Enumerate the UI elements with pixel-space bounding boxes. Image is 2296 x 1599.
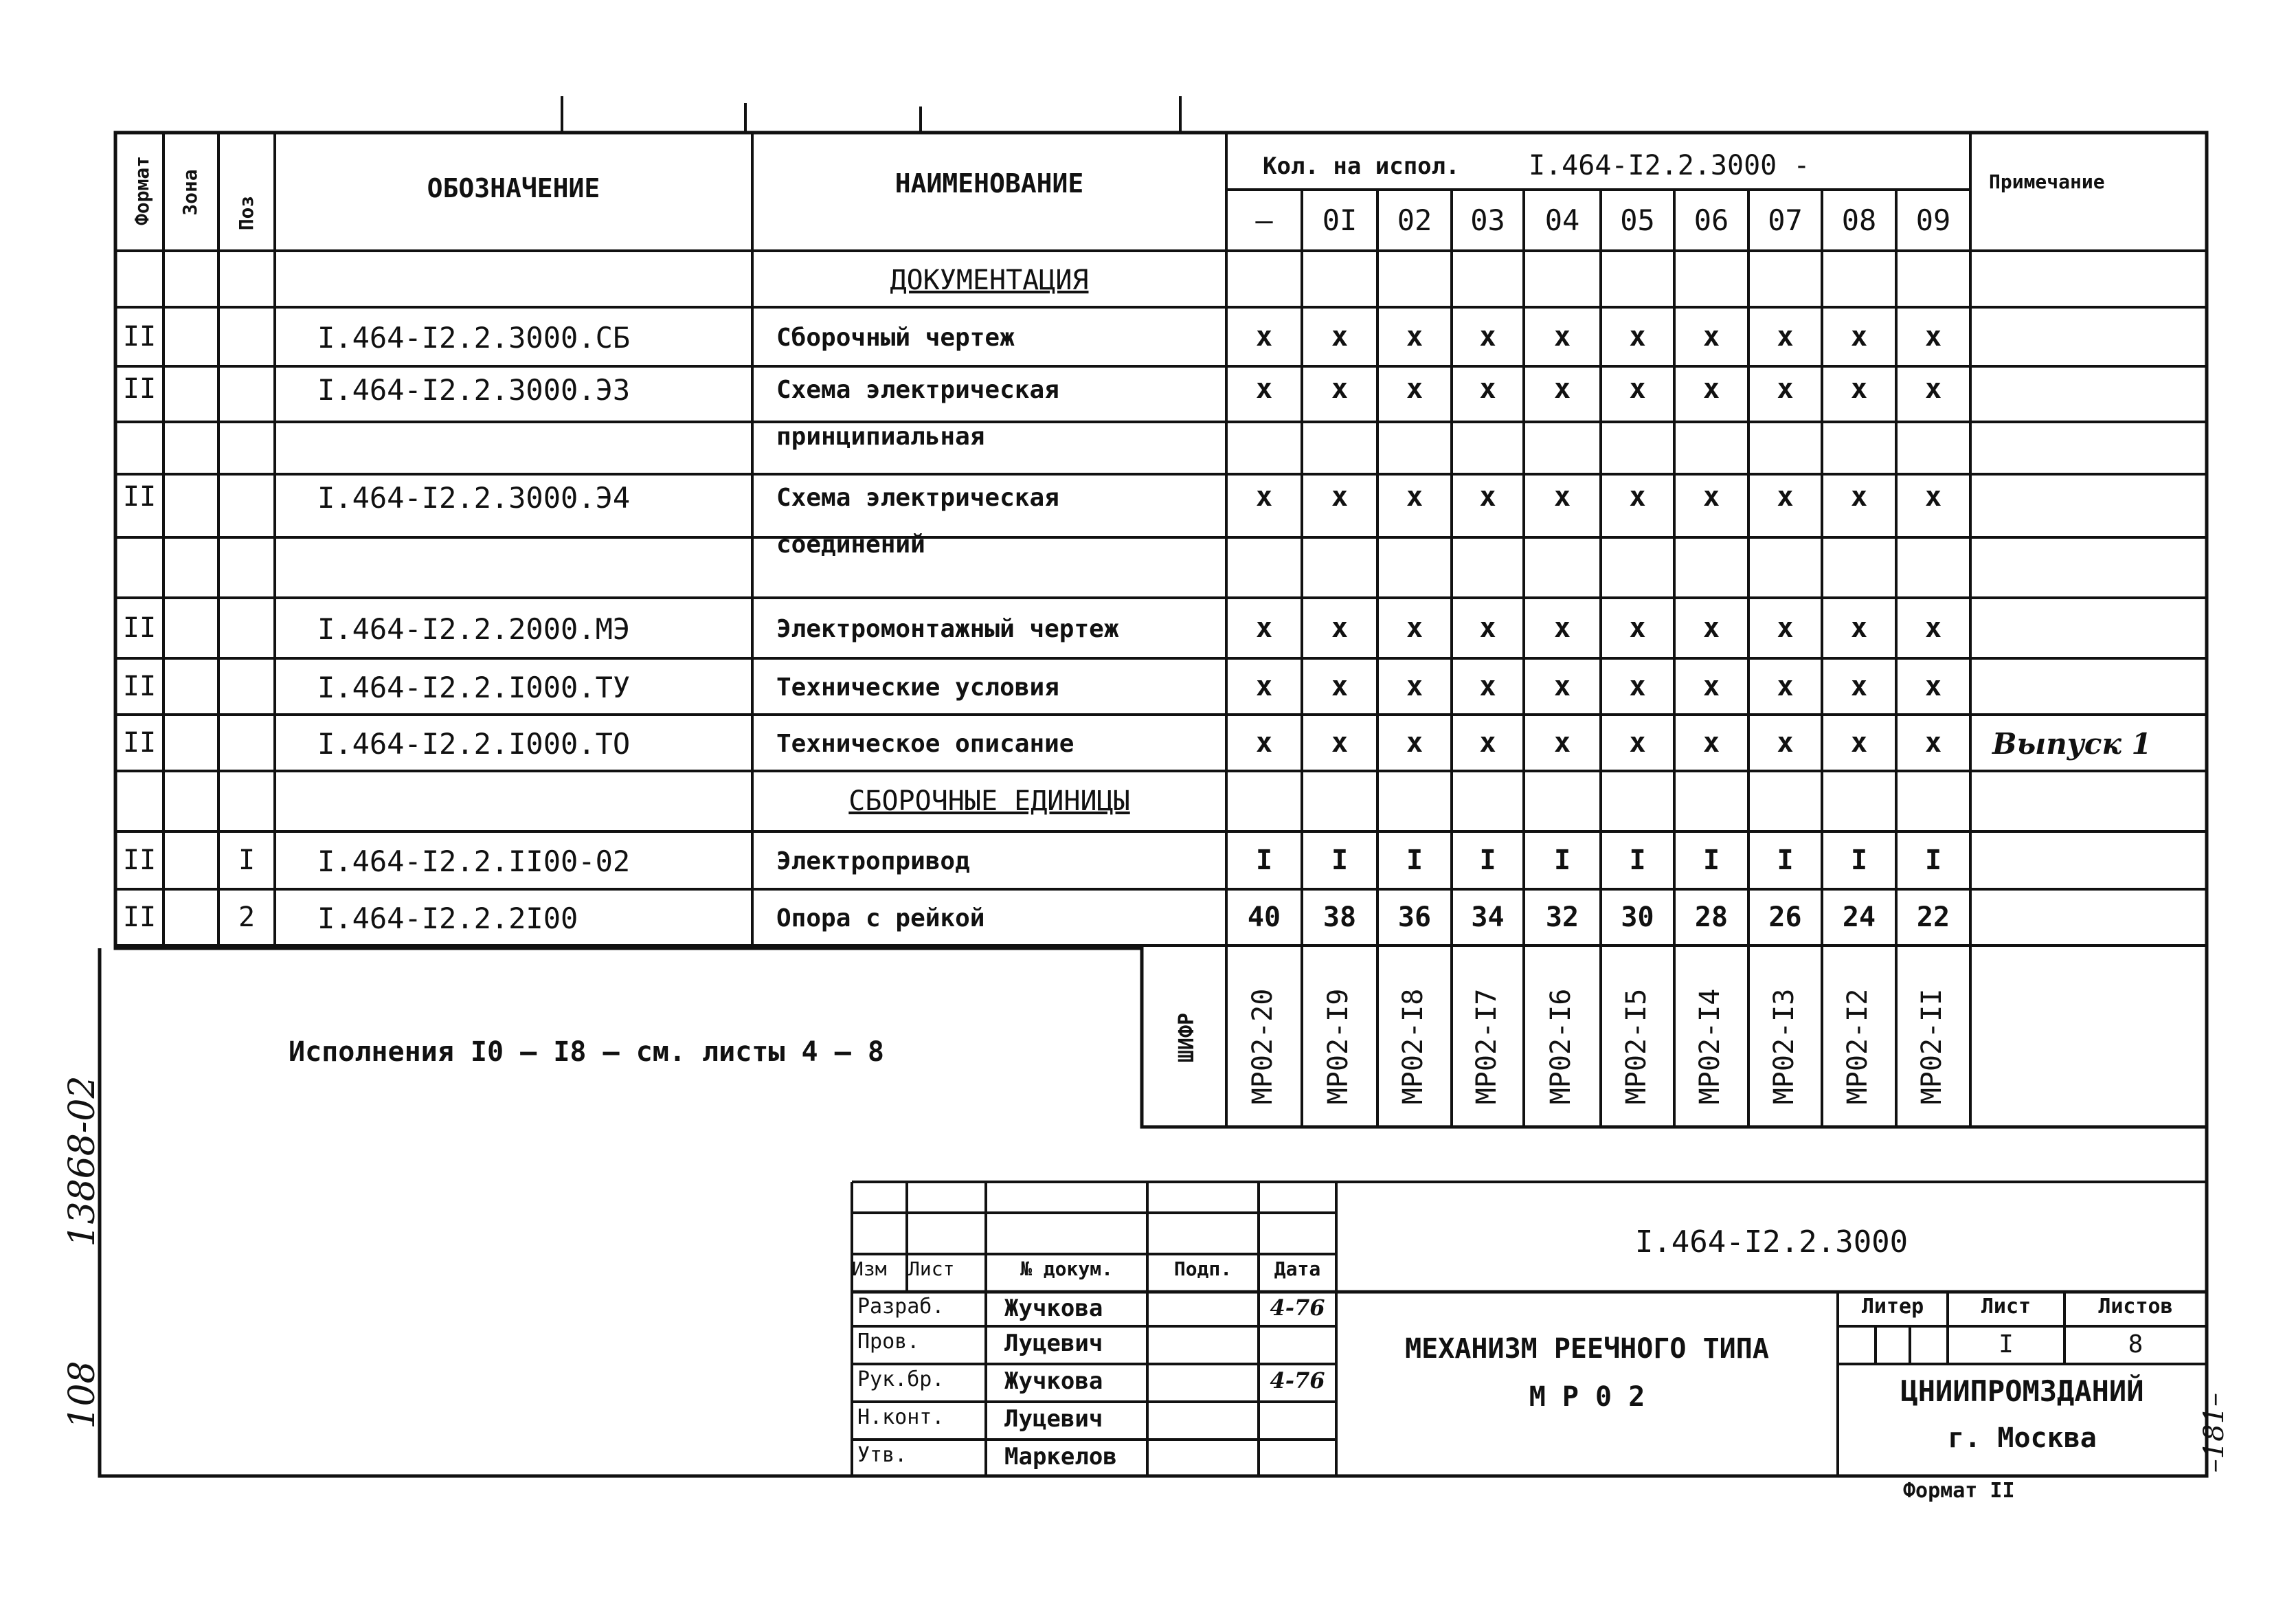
row-qty-cell: x bbox=[1777, 321, 1794, 353]
row-qty-cell: x bbox=[1406, 373, 1423, 405]
row-qty-cell: x bbox=[1924, 481, 1942, 513]
cipher-cell: МР02-I8 bbox=[1397, 988, 1429, 1105]
note-header: Примечание bbox=[1989, 170, 2105, 193]
row-pos: I bbox=[238, 845, 256, 876]
row-designation: I.464-I2.2.I000.ТУ bbox=[317, 671, 631, 704]
izm-header: Изм bbox=[852, 1257, 887, 1280]
format-label: Формат II bbox=[1903, 1479, 2015, 1503]
row-qty-cell: I bbox=[1777, 845, 1794, 876]
row-name-continued: принципиальная bbox=[776, 423, 985, 451]
row-qty-cell: x bbox=[1406, 727, 1423, 759]
date-header: Дата bbox=[1274, 1257, 1321, 1280]
cipher-cell: МР02-I7 bbox=[1470, 988, 1502, 1105]
person-role: Рук.бр. bbox=[857, 1367, 945, 1391]
row-qty-cell: x bbox=[1331, 481, 1349, 513]
cipher-cell: МР02-20 bbox=[1247, 988, 1279, 1105]
row-qty-cell: x bbox=[1850, 727, 1868, 759]
sign-header: Подп. bbox=[1173, 1257, 1233, 1280]
row-qty-cell: x bbox=[1702, 671, 1720, 702]
row-designation: I.464-I2.2.3000.Э3 bbox=[317, 373, 631, 407]
person-date: 4-76 bbox=[1270, 1295, 1325, 1321]
section-documentation: ДОКУМЕНТАЦИЯ bbox=[890, 265, 1089, 296]
row-qty-cell: I bbox=[1331, 845, 1349, 876]
row-qty-cell: x bbox=[1629, 727, 1646, 759]
row-qty-cell: x bbox=[1777, 481, 1794, 513]
row-qty-cell: x bbox=[1702, 727, 1720, 759]
variant-header: 03 bbox=[1470, 203, 1505, 237]
sheet-number: I bbox=[1999, 1330, 2014, 1358]
variant-header: 02 bbox=[1397, 203, 1432, 237]
row-qty-cell: x bbox=[1553, 373, 1571, 405]
versions-note: Исполнения I0 – I8 – см. листы 4 – 8 bbox=[289, 1036, 884, 1068]
variant-header: 06 bbox=[1693, 203, 1729, 237]
row-qty-cell: 24 bbox=[1842, 902, 1876, 933]
row-name: Электропривод bbox=[776, 847, 970, 875]
row-qty-cell: x bbox=[1331, 612, 1349, 644]
row-qty-cell: 22 bbox=[1916, 902, 1950, 933]
row-qty-cell: x bbox=[1924, 612, 1942, 644]
row-qty-cell: x bbox=[1479, 321, 1496, 353]
row-name: Сборочный чертеж bbox=[776, 324, 1015, 352]
row-qty-cell: x bbox=[1702, 481, 1720, 513]
variant-header: 07 bbox=[1768, 203, 1803, 237]
cipher-cell: МР02-I2 bbox=[1842, 988, 1873, 1105]
row-qty-cell: x bbox=[1777, 612, 1794, 644]
row-format: II bbox=[122, 902, 157, 933]
row-qty-cell: x bbox=[1629, 612, 1646, 644]
row-qty-cell: I bbox=[1924, 845, 1942, 876]
person-date: 4-76 bbox=[1270, 1367, 1325, 1394]
org-line1: ЦНИИПРОМЗДАНИЙ bbox=[1900, 1374, 2144, 1408]
row-qty-cell: x bbox=[1331, 671, 1349, 702]
row-format: II bbox=[122, 321, 157, 353]
row-designation: I.464-I2.2.I000.ТО bbox=[317, 727, 631, 761]
row-qty-cell: 34 bbox=[1471, 902, 1505, 933]
variant-header: 09 bbox=[1915, 203, 1951, 237]
row-qty-cell: x bbox=[1553, 727, 1571, 759]
row-qty-cell: x bbox=[1479, 612, 1496, 644]
row-qty-cell: x bbox=[1553, 671, 1571, 702]
row-qty-cell: x bbox=[1553, 321, 1571, 353]
cipher-cell: МР02-I6 bbox=[1545, 988, 1577, 1105]
row-qty-cell: 28 bbox=[1694, 902, 1729, 933]
row-qty-cell: x bbox=[1850, 481, 1868, 513]
format-header: Формат bbox=[131, 155, 153, 225]
row-qty-cell: x bbox=[1331, 321, 1349, 353]
title-line1: МЕХАНИЗМ РЕЕЧНОГО ТИПА bbox=[1405, 1333, 1769, 1365]
row-name: Электромонтажный чертеж bbox=[776, 615, 1119, 643]
row-qty-cell: x bbox=[1924, 671, 1942, 702]
row-qty-cell: x bbox=[1406, 481, 1423, 513]
row-qty-cell: x bbox=[1702, 321, 1720, 353]
row-qty-cell: x bbox=[1479, 373, 1496, 405]
person-name: Жучкова bbox=[1004, 1295, 1103, 1322]
row-qty-cell: x bbox=[1331, 727, 1349, 759]
row-qty-cell: x bbox=[1777, 671, 1794, 702]
row-qty-cell: I bbox=[1553, 845, 1571, 876]
person-name: Маркелов bbox=[1004, 1443, 1117, 1471]
row-qty-cell: x bbox=[1406, 321, 1423, 353]
row-qty-cell: x bbox=[1479, 481, 1496, 513]
row-qty-cell: x bbox=[1255, 671, 1273, 702]
cipher-cell: МР02-I9 bbox=[1323, 988, 1354, 1105]
row-qty-cell: x bbox=[1553, 481, 1571, 513]
sheets-label: Листов bbox=[2098, 1295, 2173, 1319]
person-name: Луцевич bbox=[1004, 1330, 1103, 1357]
row-designation: I.464-I2.2.II00-02 bbox=[317, 845, 631, 878]
row-qty-cell: I bbox=[1479, 845, 1496, 876]
row-qty-cell: x bbox=[1850, 373, 1868, 405]
margin-page-number: 108 bbox=[62, 1361, 103, 1429]
row-qty-cell: 26 bbox=[1768, 902, 1802, 933]
person-name: Луцевич bbox=[1004, 1405, 1103, 1433]
row-qty-cell: x bbox=[1924, 373, 1942, 405]
row-qty-cell: x bbox=[1255, 481, 1273, 513]
row-qty-cell: x bbox=[1255, 321, 1273, 353]
row-format: II bbox=[122, 727, 157, 759]
pos-header: Поз bbox=[235, 195, 258, 231]
right-stamp: –181– bbox=[2198, 1392, 2230, 1473]
person-role: Н.конт. bbox=[857, 1405, 945, 1429]
row-qty-cell: x bbox=[1629, 373, 1646, 405]
row-qty-cell: x bbox=[1331, 373, 1349, 405]
cipher-cell: МР02-I4 bbox=[1694, 988, 1726, 1105]
row-format: II bbox=[122, 845, 157, 876]
sheets-count: 8 bbox=[2128, 1330, 2143, 1358]
row-qty-cell: x bbox=[1702, 373, 1720, 405]
title-line2: М Р 0 2 bbox=[1529, 1381, 1645, 1413]
row-note: Выпуск 1 bbox=[1992, 727, 2152, 761]
row-name: Опора с рейкой bbox=[776, 904, 985, 932]
row-qty-cell: x bbox=[1924, 321, 1942, 353]
zone-header: Зона bbox=[179, 169, 201, 216]
row-qty-cell: I bbox=[1850, 845, 1868, 876]
doc-header: № докум. bbox=[1020, 1257, 1113, 1280]
sheet-label: Лист bbox=[1981, 1295, 2031, 1319]
row-designation: I.464-I2.2.2000.МЭ bbox=[317, 612, 631, 646]
row-qty-cell: x bbox=[1553, 612, 1571, 644]
doc-number: I.464-I2.2.3000 bbox=[1634, 1225, 1909, 1260]
variant-header: 04 bbox=[1544, 203, 1580, 237]
row-qty-cell: x bbox=[1850, 612, 1868, 644]
row-format: II bbox=[122, 481, 157, 513]
margin-stamp: 13868-02 bbox=[62, 1075, 103, 1247]
row-qty-cell: x bbox=[1850, 321, 1868, 353]
person-role: Пров. bbox=[857, 1330, 920, 1354]
qty-code: I.464-I2.2.3000 - bbox=[1529, 150, 1810, 181]
row-qty-cell: I bbox=[1702, 845, 1720, 876]
org-line2: г. Москва bbox=[1948, 1422, 2097, 1454]
cipher-cell: МР02-II bbox=[1916, 988, 1948, 1105]
person-role: Разраб. bbox=[857, 1295, 945, 1319]
row-qty-cell: x bbox=[1406, 612, 1423, 644]
row-name: Техническое описание bbox=[776, 730, 1074, 758]
qty-label: Кол. на испол. bbox=[1263, 153, 1460, 180]
row-qty-cell: x bbox=[1850, 671, 1868, 702]
person-name: Жучкова bbox=[1004, 1367, 1103, 1395]
row-pos: 2 bbox=[238, 902, 256, 933]
liter-label: Литер bbox=[1861, 1295, 1924, 1319]
variant-header: 08 bbox=[1841, 203, 1877, 237]
designation-header: ОБОЗНАЧЕНИЕ bbox=[427, 173, 600, 203]
row-qty-cell: 32 bbox=[1545, 902, 1579, 933]
row-qty-cell: x bbox=[1777, 373, 1794, 405]
row-name: Технические условия bbox=[776, 673, 1059, 702]
row-qty-cell: 30 bbox=[1621, 902, 1654, 933]
cipher-cell: МР02-I3 bbox=[1768, 988, 1800, 1105]
person-role: Утв. bbox=[857, 1443, 908, 1467]
row-qty-cell: x bbox=[1406, 671, 1423, 702]
name-header: НАИМЕНОВАНИЕ bbox=[894, 168, 1084, 199]
list-header: Лист bbox=[908, 1257, 955, 1280]
row-qty-cell: 36 bbox=[1397, 902, 1432, 933]
row-qty-cell: x bbox=[1629, 321, 1646, 353]
row-name: Схема электрическая bbox=[776, 484, 1059, 512]
row-qty-cell: x bbox=[1255, 612, 1273, 644]
row-qty-cell: x bbox=[1479, 727, 1496, 759]
row-qty-cell: x bbox=[1255, 727, 1273, 759]
row-qty-cell: x bbox=[1479, 671, 1496, 702]
row-name: Схема электрическая bbox=[776, 376, 1059, 404]
row-format: II bbox=[122, 373, 157, 405]
cipher-label: ШИФР bbox=[1175, 1012, 1199, 1063]
row-format: II bbox=[122, 671, 157, 702]
variant-header: 05 bbox=[1620, 203, 1655, 237]
cipher-cell: МР02-I5 bbox=[1620, 988, 1652, 1105]
row-qty-cell: x bbox=[1255, 373, 1273, 405]
row-qty-cell: I bbox=[1406, 845, 1423, 876]
row-qty-cell: I bbox=[1255, 845, 1273, 876]
row-qty-cell: x bbox=[1702, 612, 1720, 644]
row-designation: I.464-I2.2.3000.Э4 bbox=[317, 481, 631, 515]
row-name-continued: соединений bbox=[776, 530, 925, 559]
row-qty-cell: x bbox=[1629, 481, 1646, 513]
row-qty-cell: x bbox=[1777, 727, 1794, 759]
section-assemblies: СБОРОЧНЫЕ ЕДИНИЦЫ bbox=[848, 785, 1130, 817]
row-qty-cell: x bbox=[1629, 671, 1646, 702]
variant-header: – bbox=[1255, 203, 1273, 237]
row-designation: I.464-I2.2.3000.СБ bbox=[317, 321, 631, 355]
row-qty-cell: I bbox=[1629, 845, 1646, 876]
row-qty-cell: 40 bbox=[1247, 902, 1281, 933]
row-designation: I.464-I2.2.2I00 bbox=[317, 902, 578, 935]
row-qty-cell: x bbox=[1924, 727, 1942, 759]
row-format: II bbox=[122, 612, 157, 644]
row-qty-cell: 38 bbox=[1323, 902, 1357, 933]
variant-header: 0I bbox=[1322, 203, 1358, 237]
